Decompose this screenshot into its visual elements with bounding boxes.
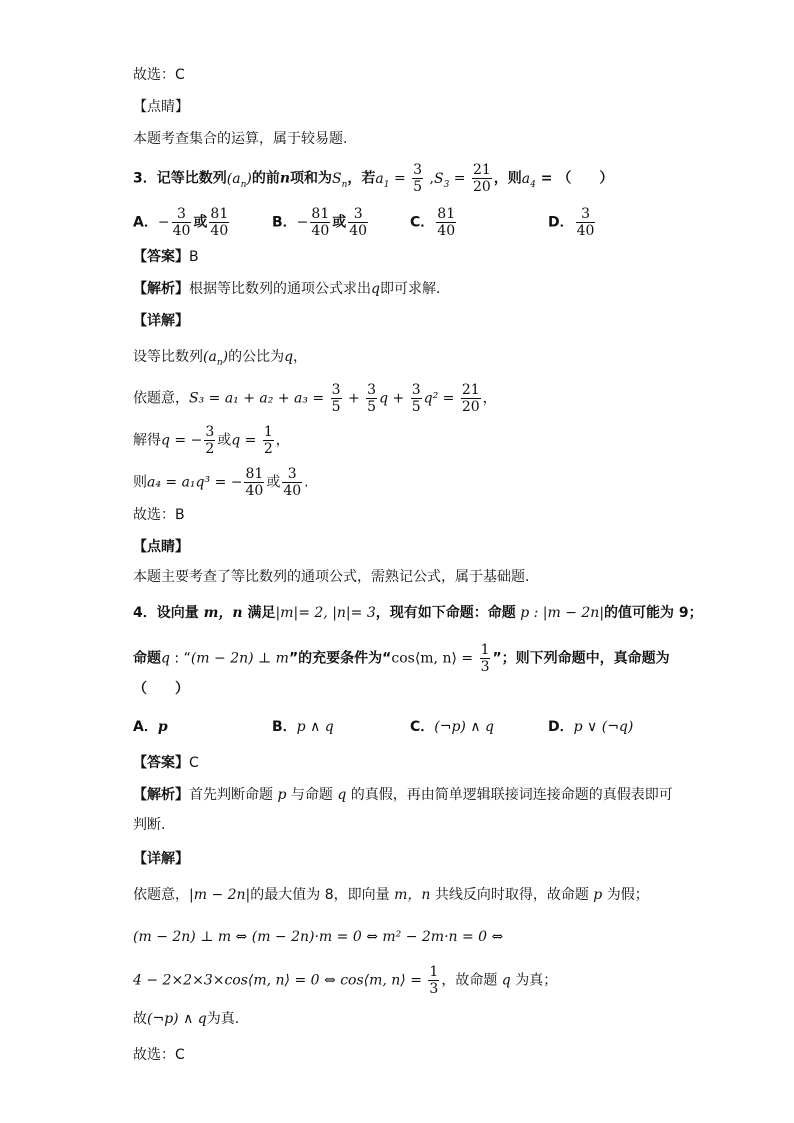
q3-detail-line-2: 依题意，S₃ = a₁ + a₂ + a₃ = $\frac{3}{5}$ + $\frac{3}{5}$ q + $\frac{3}{5}$ q² = $\frac{21}{20}$ ， bbox=[133, 382, 497, 415]
section-tag-dianjing: 【点睛】 bbox=[133, 99, 189, 115]
q3-text-3: 项和为 bbox=[290, 170, 333, 187]
q3-detail-tag: 【详解】 bbox=[133, 313, 189, 329]
q4-choose: 故选：C bbox=[133, 1047, 185, 1063]
q4-option-b: B．p ∧ q bbox=[272, 719, 334, 735]
q3-dianjing-text: 本题主要考查了等比数列的通项公式，需熟记公式，属于基础题. bbox=[133, 569, 530, 585]
question-3-stem: 3．记等比数列$(a_n)$的前n项和为$S_n$，若$a_1$ = $\frac{3}{5}$ $,S_3$ = $\frac{21}{20}$ ，则$a_4$ = （ ） bbox=[133, 162, 614, 195]
question-4-line-2: 命题q : “(m − 2n) ⊥ m”的充要条件为“cos⟨m, n⟩ = $\frac{1}{3}$ ”；则下列命题中，真命题为 bbox=[133, 642, 670, 675]
q3-number: 3． bbox=[133, 170, 157, 187]
q4-detail-line-3: 4 − 2×2×3×cos⟨m, n⟩ = 0 ⇔ cos⟨m, n⟩ = $\frac{1}{3}$ ，故命题 q 为真； bbox=[133, 964, 558, 997]
q3-frac-21-20: $\frac{21}{20}$ bbox=[472, 162, 491, 195]
q4-answer: 【答案】C bbox=[133, 755, 199, 771]
question-4-blank: （ ） bbox=[133, 681, 189, 697]
q3-Sn: $S_n$ bbox=[332, 170, 348, 190]
q3-seq: $(a_n)$ bbox=[226, 170, 252, 190]
q3-n: n bbox=[279, 170, 291, 187]
answer-line: 故选：C bbox=[133, 67, 185, 83]
comment-text: 本题考查集合的运算，属于较易题. bbox=[133, 131, 348, 147]
question-4-line-1: 4．设向量 m，n 满足|m|= 2, |n|= 3，现有如下命题：命题 p : |m − 2n|的值可能为 9； bbox=[133, 605, 703, 621]
q3-text-2: 的前 bbox=[251, 170, 280, 187]
q3-S3: $S_3$ bbox=[433, 170, 450, 190]
q3-option-a: A．− $\frac{3}{40}$ 或 $\frac{81}{40}$ bbox=[133, 206, 229, 239]
q3-text-1: 记等比数列 bbox=[156, 170, 227, 187]
q4-analysis-line-1: 【解析】首先判断命题 p 与命题 q 的真假，再由简单逻辑联接词连接命题的真假表即可 bbox=[133, 787, 673, 803]
q3-text-6: = （ ） bbox=[535, 170, 614, 187]
q3-text-4: ，若 bbox=[347, 170, 376, 187]
q3-eq: = bbox=[389, 170, 411, 187]
q3-answer: 【答案】B bbox=[133, 249, 199, 265]
q4-detail-line-2: (m − 2n) ⊥ m ⇔ (m − 2n)·m = 0 ⇔ m² − 2m·n = 0 ⇔ bbox=[133, 929, 504, 945]
q3-choose: 故选：B bbox=[133, 507, 185, 523]
q3-analysis: 【解析】根据等比数列的通项公式求出q即可求解. bbox=[133, 281, 441, 297]
q3-option-b: B．− $\frac{81}{40}$ 或 $\frac{3}{40}$ bbox=[272, 206, 368, 239]
q3-frac-3-5: $\frac{3}{5}$ bbox=[413, 162, 423, 195]
q3-text-5: ，则 bbox=[493, 170, 522, 187]
q4-detail-tag: 【详解】 bbox=[133, 851, 189, 867]
q3-detail-line-1: 设等比数列$(a_n)$的公比为q， bbox=[133, 349, 308, 368]
q3-a4: $a_4$ bbox=[521, 170, 536, 190]
q3-option-d: D． $\frac{3}{40}$ bbox=[548, 206, 595, 239]
q4-option-c: C．(¬p) ∧ q bbox=[410, 719, 495, 735]
q4-detail-line-1: 依题意，|m − 2n|的最大值为 8，即向量 m，n 共线反向时取得，故命题 p 为假； bbox=[133, 887, 649, 903]
q4-detail-line-4: 故(¬p) ∧ q为真. bbox=[133, 1011, 240, 1027]
q4-option-d: D．p ∨ (¬q) bbox=[548, 719, 634, 735]
q3-detail-line-3: 解得q = − $\frac{3}{2}$ 或q = $\frac{1}{2}$ ， bbox=[133, 424, 290, 457]
q3-option-c: C． $\frac{81}{40}$ bbox=[410, 206, 456, 239]
q3-detail-line-4: 则a₄ = a₁q³ = − $\frac{81}{40}$ 或 $\frac{3}{40}$ . bbox=[133, 466, 309, 499]
q3-a1: $a_1$ bbox=[375, 170, 390, 190]
q4-option-a: A．p bbox=[133, 719, 168, 735]
q3-dianjing-tag: 【点睛】 bbox=[133, 539, 189, 555]
q4-analysis-line-2: 判断. bbox=[133, 817, 166, 833]
